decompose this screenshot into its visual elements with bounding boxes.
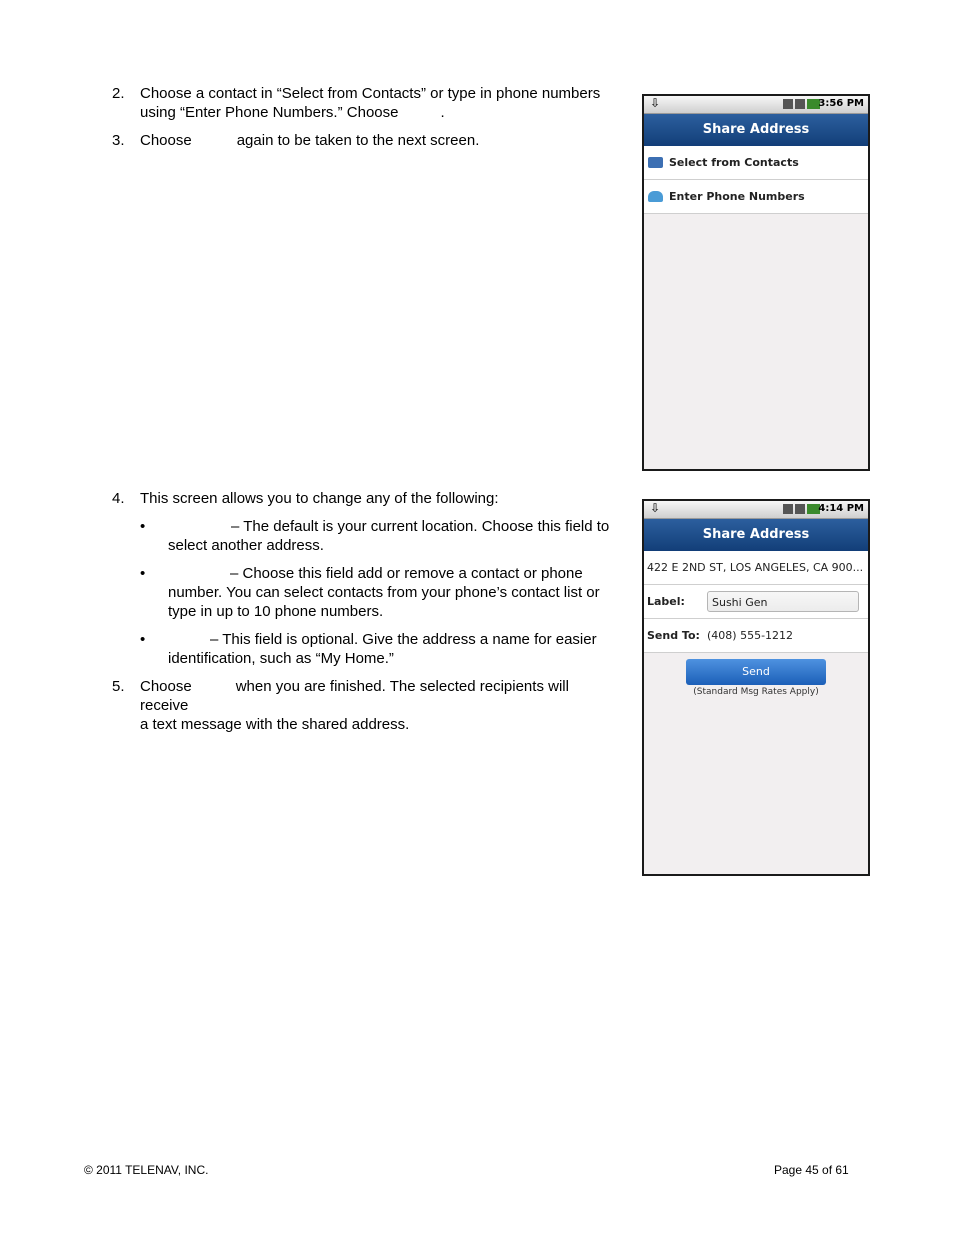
menu-item-label: Select from Contacts [669, 156, 799, 169]
label-caption: Label: [647, 595, 685, 608]
step-number: 4. [112, 490, 125, 507]
label-row [644, 585, 868, 619]
phone-icon [648, 191, 663, 202]
step-text: Choose [140, 132, 192, 149]
send-to-row[interactable] [644, 619, 868, 653]
step-text: This screen allows you to change any of the following: [140, 490, 499, 507]
status-time: 3:56 PM [818, 98, 864, 109]
bullet-text: – Choose this field add or remove a contact or phone [230, 565, 583, 582]
rates-note: (Standard Msg Rates Apply) [693, 687, 819, 697]
bullet-text: type in up to 10 phone numbers. [168, 603, 384, 620]
status-icons [783, 504, 820, 514]
label-input[interactable]: Sushi Gen [707, 591, 859, 612]
step-number: 2. [112, 85, 125, 102]
bullet-dot: • [140, 565, 146, 582]
menu-item-enter-phone-numbers[interactable] [644, 180, 868, 214]
signal-icon [795, 99, 805, 109]
address-text: 422 E 2ND ST, LOS ANGELES, CA 900... [647, 561, 864, 574]
status-time: 4:14 PM [818, 503, 864, 514]
status-bar [644, 501, 868, 519]
download-icon: ⇩ [650, 96, 661, 110]
network-3g-icon [783, 99, 793, 109]
step-text: a text message with the shared address. [140, 716, 410, 733]
address-row[interactable] [644, 551, 868, 585]
send-to-caption: Send To: [647, 629, 700, 642]
footer-copyright: © 2011 TELENAV, INC. [84, 1163, 209, 1177]
step-number: 5. [112, 678, 125, 695]
phone-screenshot-share-address-form [642, 499, 870, 876]
bullet-text: identification, such as “My Home.” [168, 650, 394, 667]
send-button[interactable]: Send [686, 659, 826, 685]
status-bar [644, 96, 868, 114]
bullet-text: select another address. [168, 537, 324, 554]
status-icons [783, 99, 820, 109]
footer-page-number: Page 45 of 61 [774, 1163, 849, 1177]
bullet-text: – This field is optional. Give the address a name for easier [210, 631, 597, 648]
step-text: using “Enter Phone Numbers.” Choose [140, 104, 399, 121]
step-text: when you are finished. The selected recipients will receive [140, 678, 569, 714]
bullet-text: number. You can select contacts from your phone’s contact list or [168, 584, 600, 601]
network-3g-icon [783, 504, 793, 514]
menu-item-select-from-contacts[interactable] [644, 146, 868, 180]
step-text: . [440, 104, 445, 121]
step-number: 3. [112, 132, 125, 149]
step-text: again to be taken to the next screen. [236, 132, 480, 149]
bullet-text: – The default is your current location. Choose this field to [231, 518, 610, 535]
bullet-dot: • [140, 631, 146, 648]
signal-icon [795, 504, 805, 514]
send-to-value: (408) 555-1212 [707, 629, 794, 642]
menu-item-label: Enter Phone Numbers [669, 190, 805, 203]
phone-screenshot-share-address-menu [642, 94, 870, 471]
screen-title: Share Address [644, 519, 868, 551]
bullet-dot: • [140, 518, 146, 535]
contacts-icon [648, 157, 663, 168]
download-icon: ⇩ [650, 501, 661, 515]
screen-title: Share Address [644, 114, 868, 146]
step-text: Choose [140, 678, 192, 695]
step-text: Choose a contact in “Select from Contacts” or type in phone numbers [140, 85, 601, 102]
